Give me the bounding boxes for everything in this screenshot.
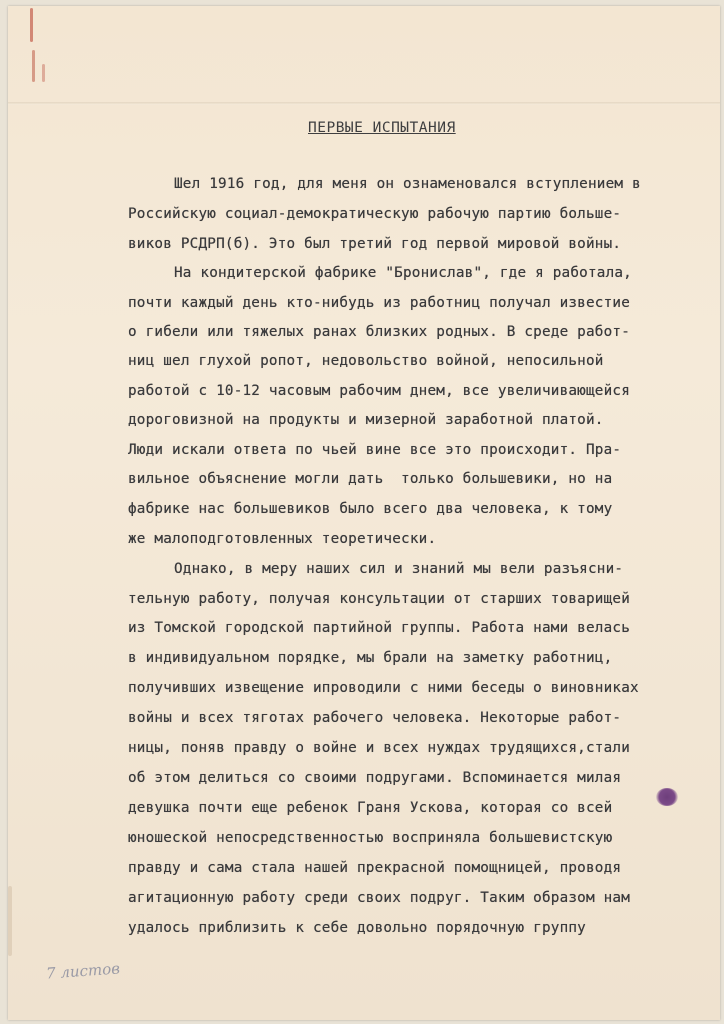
text-line: о гибели или тяжелых ранах близких родных. В среде работ- <box>128 324 631 340</box>
text-line: ницы, поняв правду о войне и всех нуждах трудящихся,стали <box>128 740 631 756</box>
edge-shadow <box>8 886 12 956</box>
text-line: в индивидуальном порядке, мы брали на заметку работниц, <box>128 650 613 666</box>
text-line: работой с 10-12 часовым рабочим днем, все увеличивающейся <box>128 383 631 399</box>
red-stain-mark <box>30 8 33 42</box>
text-line: вильное объяснение могли дать только большевики, но на <box>128 471 613 487</box>
text-line: получивших извещение ипроводили с ними беседы о виновниках <box>128 680 639 696</box>
text-line: Люди искали ответа по чьей вине все это происходит. Пра- <box>128 442 622 458</box>
text-line: об этом делиться со своими подругами. Вспоминается милая <box>128 770 622 786</box>
text-line: из Томской городской партийной группы. Работа нами велась <box>128 620 631 636</box>
text-line: фабрике нас большевиков было всего два человека, к тому <box>128 501 613 517</box>
text-line: войны и всех тяготах рабочего человека. Некоторые работ- <box>128 710 622 726</box>
text-line: На кондитерской фабрике "Бронислав", где я работала, <box>174 265 632 281</box>
text-line: удалось приблизить к себе довольно порядочную группу <box>128 920 586 936</box>
text-line: юношеской непосредственностью восприняла большевистскую <box>128 830 613 846</box>
text-line: правду и сама стала нашей прекрасной помощницей, проводя <box>128 860 622 876</box>
handwritten-page-count-note: 7 листов <box>45 959 121 983</box>
text-line: виков РСДРП(б). Это был третий год первой мировой войны. <box>128 236 622 252</box>
text-line: агитационную работу среди своих подруг. Таким образом нам <box>128 890 631 906</box>
text-line: почти каждый день кто-нибудь из работниц получал известие <box>128 295 631 311</box>
red-stain-mark <box>32 50 35 82</box>
text-line: Однако, в меру наших сил и знаний мы вели разъясни- <box>174 561 624 577</box>
text-line: тельную работу, получая консультации от старших товарищей <box>128 591 631 607</box>
document-title: ПЕРВЫЕ ИСПЫТАНИЯ <box>308 120 456 136</box>
paper-fold-line <box>8 102 720 105</box>
text-line: ниц шел глухой ропот, недовольство войной, непосильной <box>128 353 604 369</box>
text-line: Российскую социал-демократическую рабочую партию больше- <box>128 206 622 222</box>
text-line: Шел 1916 год, для меня он ознаменовался вступлением в <box>174 176 641 192</box>
text-line: девушка почти еще ребенок Граня Ускова, которая со всей <box>128 800 613 816</box>
text-line: же малоподготовленных теоретически. <box>128 531 437 547</box>
purple-ink-blot <box>656 788 678 806</box>
text-line: дороговизной на продукты и мизерной заработной платой. <box>128 412 604 428</box>
red-stain-mark <box>42 64 45 82</box>
